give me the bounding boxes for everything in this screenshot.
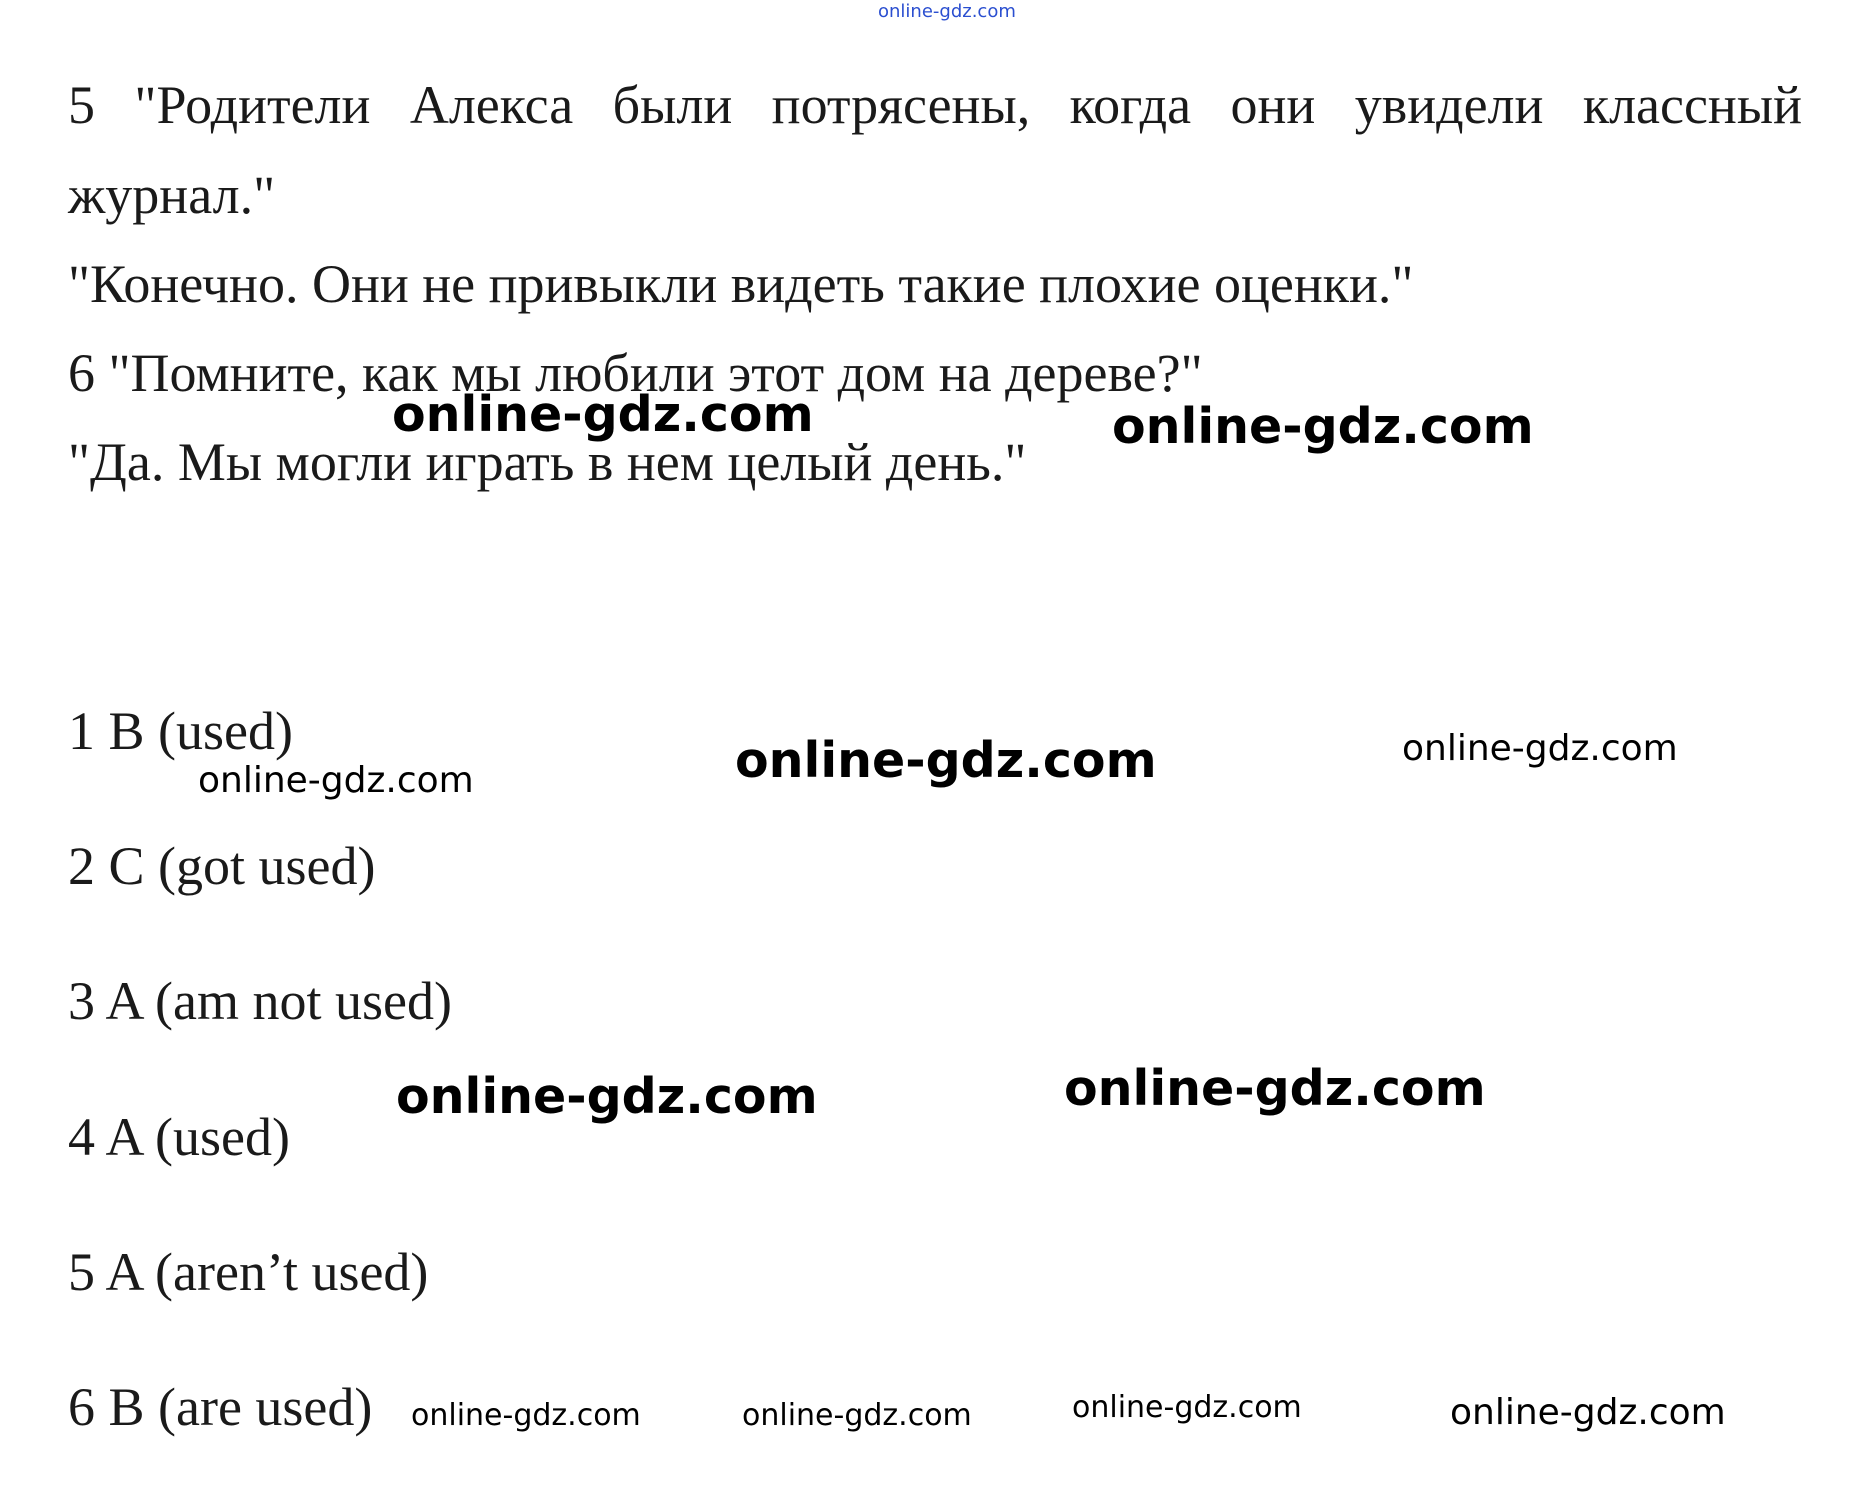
watermark: online-gdz.com [742, 1398, 972, 1433]
answer-item: 5 A (aren’t used) [68, 1242, 429, 1302]
answer-item: 1 B (used) [68, 701, 293, 761]
translation-item-5-line-1: 5 "Родители Алекса были потрясены, когда они увидели классный [68, 75, 1802, 135]
answer-item: 2 C (got used) [68, 836, 376, 896]
watermark: online-gdz.com [392, 386, 814, 443]
header-watermark: online-gdz.com [878, 1, 1016, 22]
watermark: online-gdz.com [1064, 1060, 1486, 1117]
watermark: online-gdz.com [1402, 728, 1678, 769]
answer-item: 4 A (used) [68, 1107, 290, 1167]
watermark: online-gdz.com [1112, 398, 1534, 455]
watermark: online-gdz.com [396, 1068, 818, 1125]
watermark: online-gdz.com [735, 732, 1157, 789]
translation-item-5-reply: "Конечно. Они не привыкли видеть такие плохие оценки." [68, 254, 1414, 314]
translation-item-5-line-2: журнал." [68, 165, 276, 225]
answer-item: 3 A (am not used) [68, 971, 452, 1031]
watermark: online-gdz.com [198, 760, 474, 801]
watermark: online-gdz.com [1450, 1392, 1726, 1433]
watermark: online-gdz.com [411, 1398, 641, 1433]
watermark: online-gdz.com [1072, 1390, 1302, 1425]
translation-item-6-reply: "Да. Мы могли играть в нем целый день." [68, 432, 1027, 492]
answer-item: 6 B (are used) [68, 1377, 373, 1437]
translation-item-6-line-1: 6 "Помните, как мы любили этот дом на дереве?" [68, 343, 1203, 403]
